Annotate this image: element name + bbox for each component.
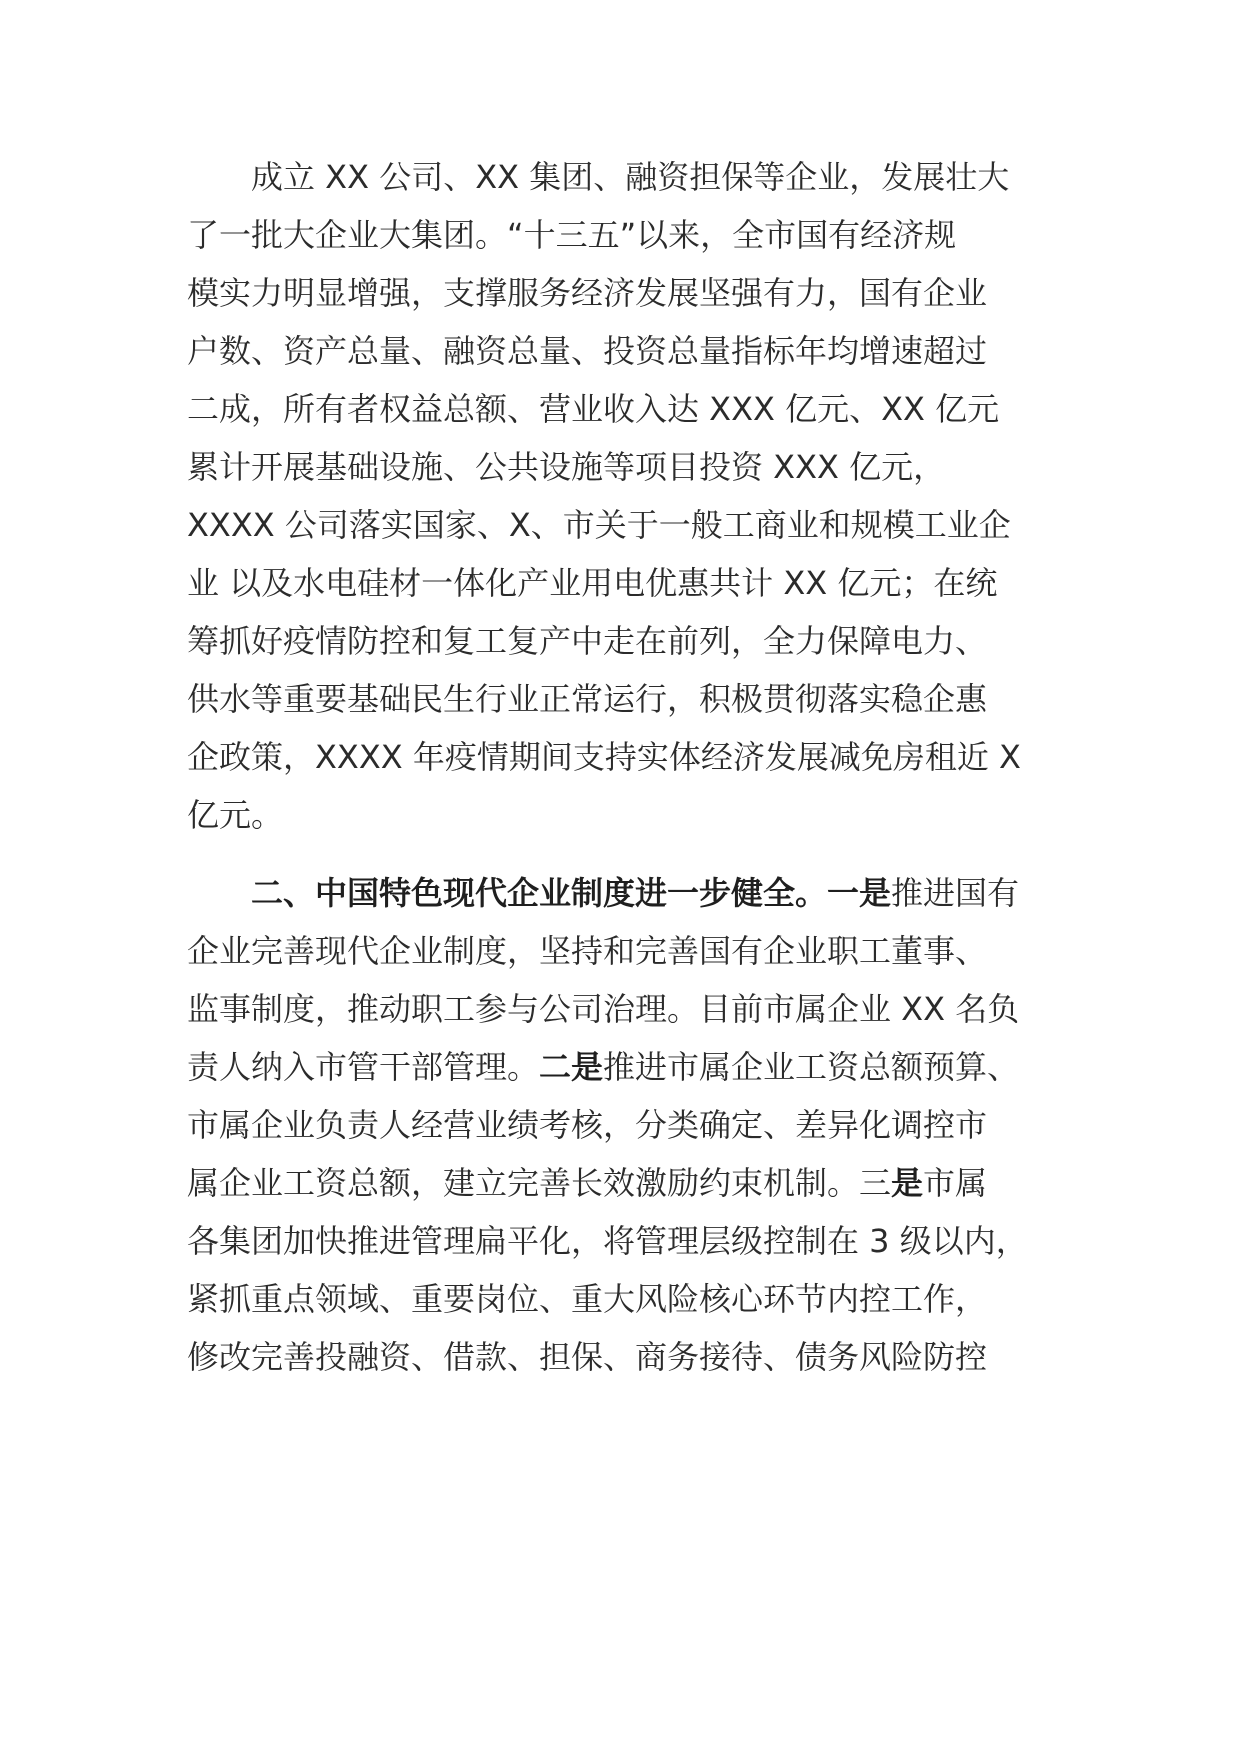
bold-marker: 是 [891, 1164, 924, 1202]
text-line: 亿元。 [187, 796, 284, 834]
text-line: 二成，所有者权益总额、营业收入达 XXX 亿元、XX 亿元 [187, 390, 1000, 428]
text-line: 市属企业负责人经营业绩考核，分类确定、差异化调控市 [187, 1106, 988, 1144]
text-line: 筹抓好疫情防控和复工复产中走在前列，全力保障电力、 [187, 622, 988, 660]
text-line: 累计开展基础设施、公共设施等项目投资 XXX 亿元， [187, 448, 946, 486]
text-line: 各集团加快推进管理扁平化，将管理层级控制在 3 级以内， [187, 1222, 1028, 1260]
text-line: 企业完善现代企业制度，坚持和完善国有企业职工董事、 [187, 932, 988, 970]
text-line: 户数、资产总量、融资总量、投资总量指标年均增速超过 [187, 332, 988, 370]
text-line: 监事制度，推动职工参与公司治理。目前市属企业 XX 名负 [187, 990, 1020, 1028]
text-line: 了一批大企业大集团。“十三五”以来，全市国有经济规 [187, 216, 957, 254]
text-line: 修改完善投融资、借款、担保、商务接待、债务风险防控 [187, 1338, 988, 1376]
bold-marker: 二是 [539, 1048, 604, 1086]
text-line: 责人纳入市管干部管理。二是推进市属企业工资总额预算、 [187, 1048, 1020, 1086]
text-line: XXXX 公司落实国家、X、市关于一般工商业和规模工业企 [187, 506, 1011, 544]
text-line: 企政策，XXXX 年疫情期间支持实体经济发展减免房租近 X [187, 738, 1021, 776]
text-line: 属企业工资总额，建立完善长效激励约束机制。三是市属 [187, 1164, 988, 1202]
text-line: 二、中国特色现代企业制度进一步健全。一是推进国有 [251, 874, 1020, 912]
text-line: 业 以及水电硅材一体化产业用电优惠共计 XX 亿元；在统 [187, 564, 998, 602]
text-line: 紧抓重点领域、重要岗位、重大风险核心环节内控工作， [187, 1280, 988, 1318]
text-line: 供水等重要基础民生行业正常运行，积极贯彻落实稳企惠 [187, 680, 988, 718]
text-line: 成立 XX 公司、XX 集团、融资担保等企业，发展壮大 [187, 158, 1010, 196]
section-heading: 二、中国特色现代企业制度进一步健全。一是 [251, 874, 892, 912]
text-line: 模实力明显增强，支撑服务经济发展坚强有力，国有企业 [187, 274, 988, 312]
